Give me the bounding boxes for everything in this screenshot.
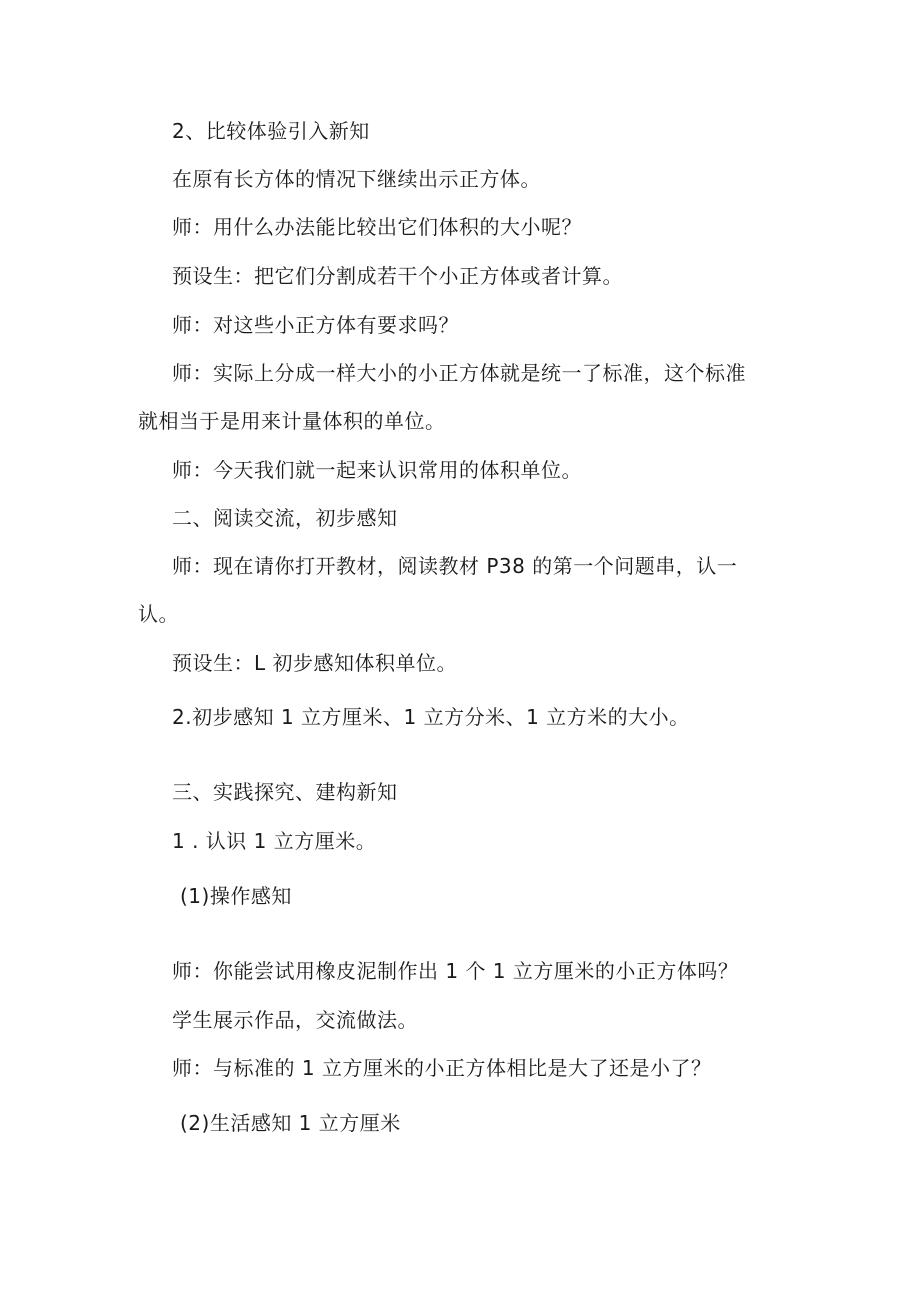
paragraph-teacher-read-line-2: 认。 [138, 602, 179, 626]
paragraph-teacher-compare: 师：与标准的 1 立方厘米的小正方体相比是大了还是小了？ [172, 1056, 712, 1080]
heading-reading-exchange: 二、阅读交流，初步感知 [172, 506, 398, 530]
paragraph-teacher-question-2: 师：对这些小正方体有要求吗？ [172, 313, 459, 337]
paragraph-teacher-intro: 师：今天我们就一起来认识常用的体积单位。 [172, 458, 582, 482]
paragraph-teacher-explain-line-1: 师：实际上分成一样大小的小正方体就是统一了标准，这个标准 [172, 361, 746, 385]
heading-compare-experience: 2、比较体验引入新知 [172, 119, 370, 143]
subheading-operate-perceive: (1)操作感知 [180, 884, 292, 908]
paragraph-perceive-sizes: 2.初步感知 1 立方厘米、1 立方分米、1 立方米的大小。 [172, 705, 690, 729]
subheading-know-cubic-cm: 1 . 认识 1 立方厘米。 [172, 829, 377, 853]
paragraph-student-answer-2: 预设生：L 初步感知体积单位。 [172, 651, 457, 675]
paragraph-student-show: 学生展示作品，交流做法。 [172, 1008, 418, 1032]
paragraph-teacher-read-line-1: 师：现在请你打开教材，阅读教材 P38 的第一个问题串，认一 [172, 554, 738, 578]
paragraph-teacher-question-1: 师：用什么办法能比较出它们体积的大小呢？ [172, 215, 582, 239]
subheading-life-perceive: (2)生活感知 1 立方厘米 [180, 1111, 401, 1135]
heading-practice-explore: 三、实践探究、建构新知 [172, 780, 398, 804]
paragraph-teacher-clay: 师：你能尝试用橡皮泥制作出 1 个 1 立方厘米的小正方体吗？ [172, 959, 739, 983]
paragraph-show-cube: 在原有长方体的情况下继续出示正方体。 [172, 167, 541, 191]
paragraph-teacher-explain-line-2: 就相当于是用来计量体积的单位。 [138, 409, 446, 433]
paragraph-student-answer-1: 预设生：把它们分割成若干个小正方体或者计算。 [172, 264, 623, 288]
